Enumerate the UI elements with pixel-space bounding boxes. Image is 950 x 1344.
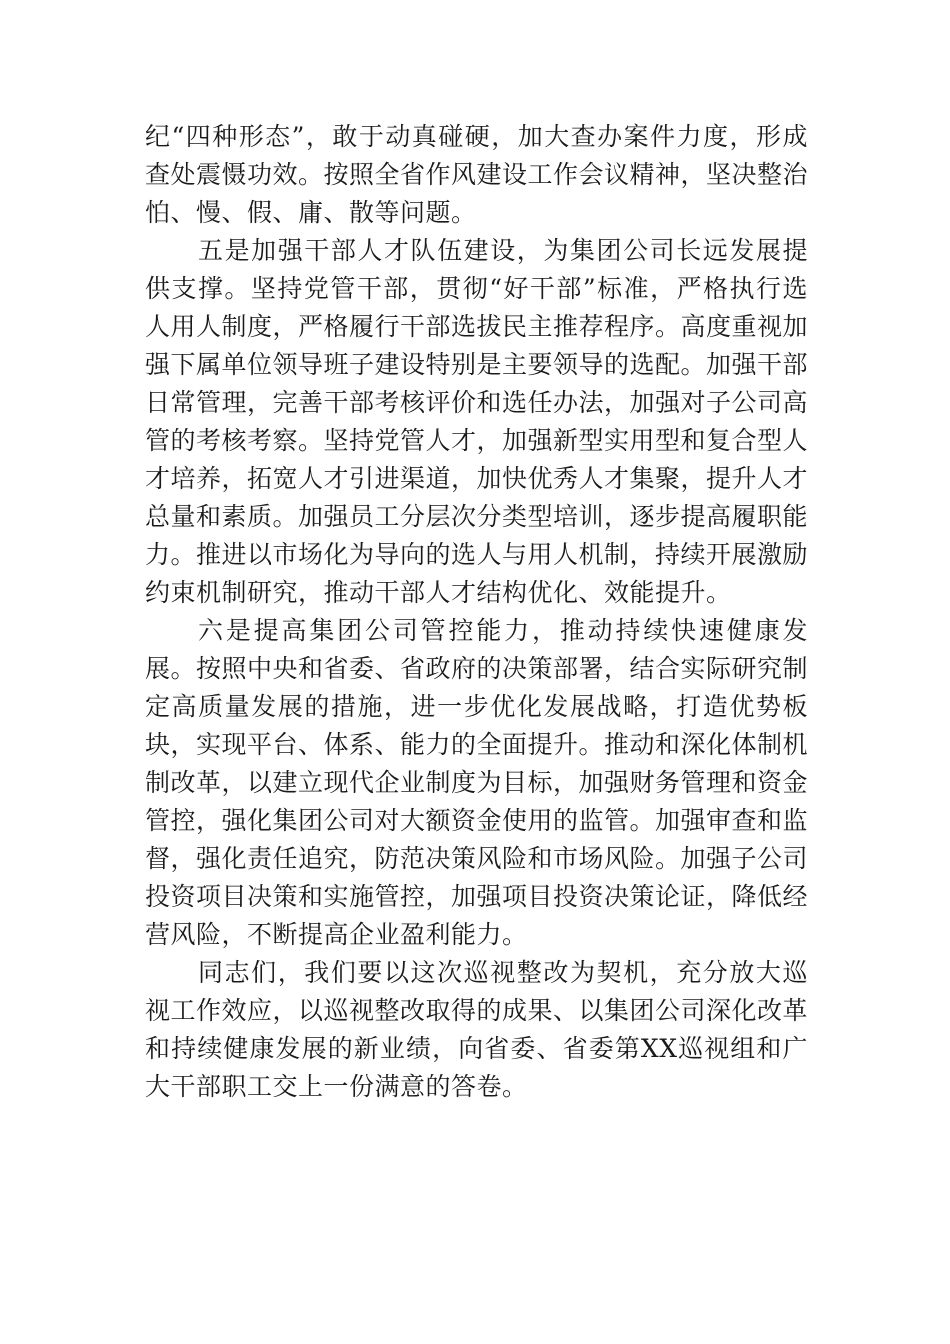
paragraph-continuation: 纪“四种形态”，敢于动真碰硬，加大查办案件力度，形成查处震慑功效。按照全省作风建设工作会议精神，坚决整治怕、慢、假、庸、散等问题。 xyxy=(145,122,809,227)
paragraph-closing: 同志们，我们要以这次巡视整改为契机，充分放大巡视工作效应，以巡视整改取得的成果、以集团公司深化改革和持续健康发展的新业绩，向省委、省委第XX巡视组和广大干部职工交上一份满意的答卷。 xyxy=(145,958,809,1101)
paragraph-point-six: 六是提高集团公司管控能力，推动持续快速健康发展。按照中央和省委、省政府的决策部署，结合实际研究制定高质量发展的措施，进一步优化发展战略，打造优势板块，实现平台、体系、能力的全面提升。推动和深化体制机制改革，以建立现代企业制度为目标，加强财务管理和资金管控，强化集团公司对大额资金使用的监管。加强审查和监督，强化责任追究，防范决策风险和市场风险。加强子公司投资项目决策和实施管控，加强项目投资决策论证，降低经营风险，不断提高企业盈利能力。 xyxy=(145,616,809,949)
paragraph-point-five: 五是加强干部人才队伍建设，为集团公司长远发展提供支撑。坚持党管干部，贯彻“好干部”标准，严格执行选人用人制度，严格履行干部选拔民主推荐程序。高度重视加强下属单位领导班子建设特别是主要领导的选配。加强干部日常管理，完善干部考核评价和选任办法，加强对子公司高管的考核考察。坚持党管人才，加强新型实用型和复合型人才培养，拓宽人才引进渠道，加快优秀人才集聚，提升人才总量和素质。加强员工分层次分类型培训，逐步提高履职能力。推进以市场化为导向的选人与用人机制，持续开展激励约束机制研究，推动干部人才结构优化、效能提升。 xyxy=(145,236,809,607)
document-body xyxy=(145,118,808,1106)
